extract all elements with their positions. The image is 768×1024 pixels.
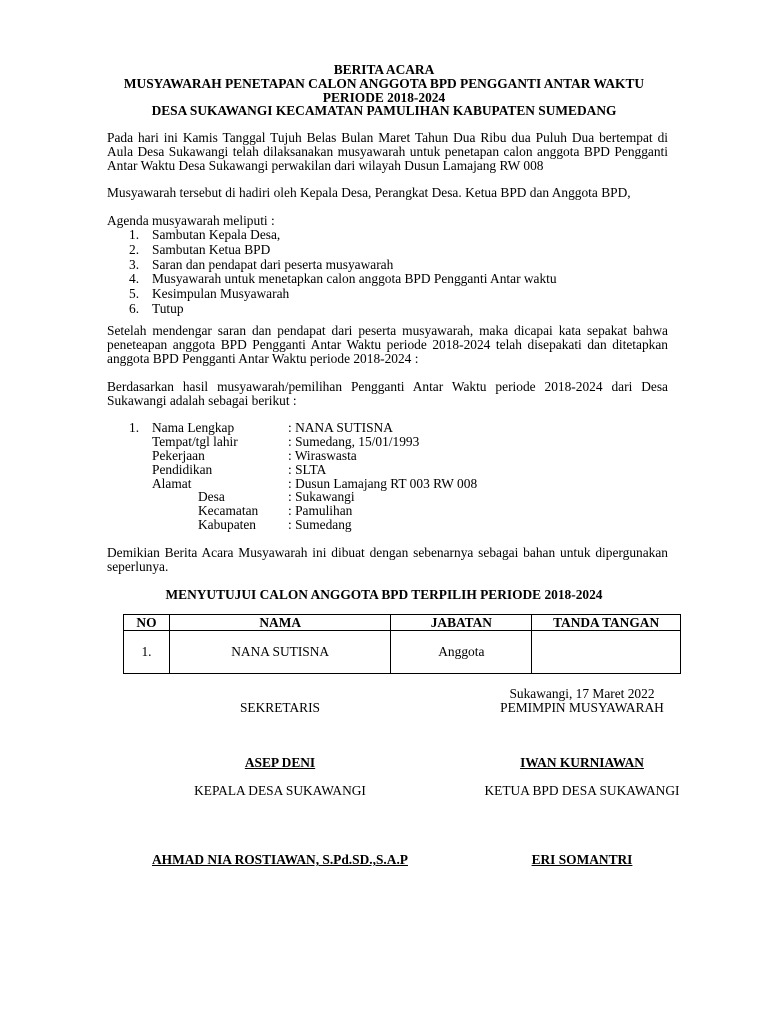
- cell-jabatan: Anggota: [391, 631, 532, 674]
- right-signer-name-2: ERI SOMANTRI: [531, 852, 633, 867]
- bio-label-village: Desa: [198, 489, 225, 504]
- document-title: BERITA ACARA: [333, 62, 435, 77]
- result-paragraph: Berdasarkan hasil musyawarah/pemilihan Pengganti Antar Waktu periode 2018-2024 dari Desa Sukawangi adalah sebagai berikut :: [107, 379, 668, 408]
- attendance-paragraph: Musyawarah tersebut di hadiri oleh Kepala Desa, Perangkat Desa. Ketua BPD dan Anggota BPD,: [107, 185, 631, 200]
- agenda-item: 5. Kesimpulan Musyawarah: [129, 286, 290, 302]
- right-role: PEMIMPIN MUSYAWARAH: [500, 700, 664, 715]
- bio-value-district: : Pamulihan: [288, 503, 353, 518]
- column-header-jabatan: JABATAN: [391, 615, 532, 631]
- bio-label-birth: Tempat/tgl lahir: [152, 434, 238, 449]
- document-period: PERIODE 2018-2024: [322, 90, 446, 105]
- cell-nama: NANA SUTISNA: [169, 631, 391, 674]
- agenda-list: [107, 228, 557, 317]
- document-subtitle: MUSYAWARAH PENETAPAN CALON ANGGOTA BPD PENGGANTI ANTAR WAKTU: [123, 76, 645, 91]
- agenda-item: 4. Musyawarah untuk menetapkan calon anggota BPD Pengganti Antar waktu: [129, 271, 557, 287]
- bio-value-regency: : Sumedang: [288, 517, 352, 532]
- table-row: [124, 631, 681, 674]
- intro-paragraph: Pada hari ini Kamis Tanggal Tujuh Belas Bulan Maret Tahun Dua Ribu dua Puluh Dua bertempat di Aula Desa Sukawangi telah dilaksanakan musyawarah untuk penetapan calon anggota BPD Pengganti Antar Waktu Desa Sukawangi perwakilan dari wilayah Dusun Lamajang RW 008: [107, 130, 668, 173]
- left-signer-name: ASEP DENI: [244, 755, 316, 770]
- bio-value-village: : Sukawangi: [288, 489, 355, 504]
- agenda-item: 3. Saran dan pendapat dari peserta musyawarah: [129, 256, 394, 272]
- bio-value-name: : NANA SUTISNA: [288, 420, 393, 435]
- bio-label-district: Kecamatan: [198, 503, 259, 518]
- bio-label-regency: Kabupaten: [198, 517, 257, 532]
- bio-value-education: : SLTA: [288, 462, 327, 477]
- column-header-no: NO: [124, 615, 170, 631]
- cell-no: 1.: [124, 631, 170, 674]
- place-date: Sukawangi, 17 Maret 2022: [509, 686, 655, 701]
- agenda-title: Agenda musyawarah meliputi :: [107, 213, 275, 228]
- bio-label-education: Pendidikan: [152, 462, 213, 477]
- left-role: SEKRETARIS: [239, 700, 321, 715]
- left-role-2: KEPALA DESA SUKAWANGI: [194, 783, 366, 798]
- column-header-nama: NAMA: [169, 615, 391, 631]
- approval-title: MENYUTUJUI CALON ANGGOTA BPD TERPILIH PERIODE 2018-2024: [165, 587, 603, 602]
- right-signer-name: IWAN KURNIAWAN: [520, 755, 644, 770]
- bio-label-address: Alamat: [152, 476, 192, 491]
- candidate-number: 1.: [129, 420, 140, 435]
- bio-value-address: : Dusun Lamajang RT 003 RW 008: [288, 476, 478, 491]
- agenda-item: 1. Sambutan Kepala Desa,: [129, 227, 281, 242]
- column-header-tanda-tangan: TANDA TANGAN: [532, 615, 681, 631]
- agenda-item: 6. Tutup: [129, 300, 184, 316]
- closing-paragraph: Demikian Berita Acara Musyawarah ini dibuat dengan sebenarnya sebagai bahan untuk dipergunakan seperlunya.: [107, 545, 668, 574]
- bio-label-name: Nama Lengkap: [152, 420, 235, 435]
- cell-signature: [532, 631, 681, 674]
- table-header-row: [124, 615, 681, 631]
- left-signer-name-2: AHMAD NIA ROSTIAWAN, S.Pd.SD.,S.A.P: [152, 852, 408, 867]
- document-location: DESA SUKAWANGI KECAMATAN PAMULIHAN KABUPATEN SUMEDANG: [151, 103, 617, 118]
- bio-value-birth: : Sumedang, 15/01/1993: [288, 434, 420, 449]
- bio-label-job: Pekerjaan: [152, 448, 205, 463]
- right-role-2: KETUA BPD DESA SUKAWANGI: [484, 783, 680, 798]
- agenda-item: 2. Sambutan Ketua BPD: [129, 241, 271, 257]
- approval-table: [123, 614, 681, 674]
- bio-value-job: : Wiraswasta: [288, 448, 357, 463]
- agreement-paragraph: Setelah mendengar saran dan pendapat dari peserta musyawarah, maka dicapai kata sepakat bahwa peneteapan anggota BPD Pengganti Antar Waktu periode 2018-2024 telah disepakati dan ditetapkan anggota BPD Pengganti Antar Waktu periode 2018-2024 :: [107, 323, 668, 366]
